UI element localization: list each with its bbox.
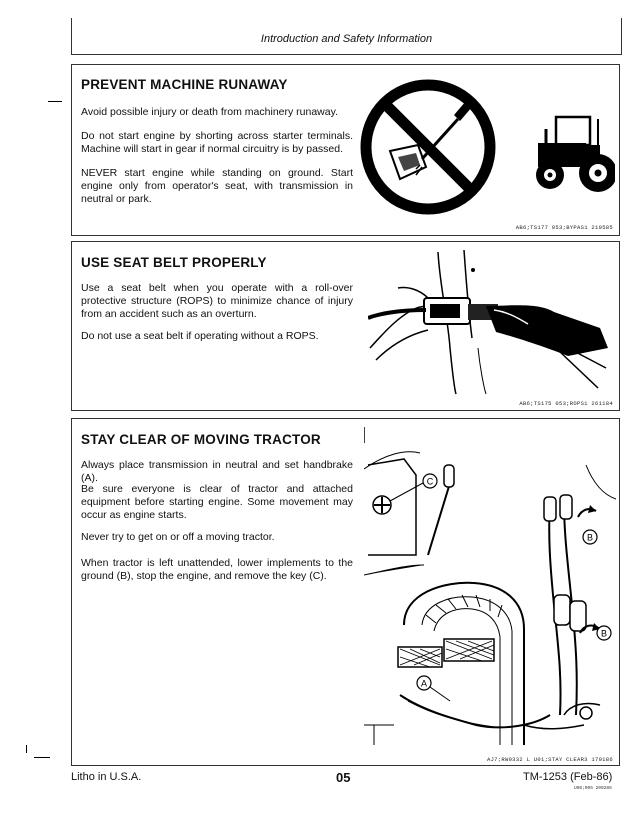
section-paragraph: When tractor is left unattended, lower implements to the ground (B), stop the engine, and remove the key (C). xyxy=(81,557,353,582)
figure-code: AB6;TS175 053;ROPS1 261184 xyxy=(519,400,613,407)
figure-code: AB6;TS177 053;BYPAS1 210585 xyxy=(515,224,613,231)
section-paragraph: Always place transmission in neutral and set handbrake (A). xyxy=(81,459,353,484)
section-seat-belt xyxy=(71,241,620,411)
brake-pedals xyxy=(398,639,494,667)
page-number: 05 xyxy=(336,770,351,785)
callout-b: B xyxy=(600,628,608,639)
callout-b: B xyxy=(586,532,594,543)
section-title: STAY CLEAR OF MOVING TRACTOR xyxy=(81,432,321,447)
section-title: PREVENT MACHINE RUNAWAY xyxy=(81,77,288,92)
section-paragraph: Do not use a seat belt if operating without a ROPS. xyxy=(81,330,319,342)
section-prevent-runaway xyxy=(71,64,620,236)
tractor-controls-illustration xyxy=(364,425,616,745)
footer-litho: Litho in U.S.A. xyxy=(71,771,142,783)
footer-document-id: TM-1253 (Feb-86) xyxy=(523,771,613,783)
section-stay-clear xyxy=(71,418,620,766)
page-header xyxy=(71,18,622,55)
section-title: USE SEAT BELT PROPERLY xyxy=(81,255,267,270)
section-paragraph: Do not start engine by shorting across starter terminals. Machine will start in gear if normal circuitry is by passed. xyxy=(81,130,353,155)
page-header-title: Introduction and Safety Information xyxy=(260,33,433,45)
margin-mark xyxy=(26,745,27,753)
section-paragraph: Be sure everyone is clear of tractor and attached equipment before starting engine. Some movement may occur as engine starts. xyxy=(81,483,353,521)
callout-a: A xyxy=(420,678,428,689)
tractor-icon xyxy=(536,117,615,192)
section-paragraph: NEVER start engine while standing on ground. Start engine only from operator's seat, with transmission in neutral or park. xyxy=(81,167,353,205)
footer-code: U08;005 200286 xyxy=(574,786,612,791)
no-bypass-start-illustration xyxy=(360,71,615,221)
figure-code: AJ7;RW9332 L U01;STAY CLEAR3 170186 xyxy=(486,756,613,763)
section-paragraph: Avoid possible injury or death from machinery runaway. xyxy=(81,106,338,118)
margin-mark xyxy=(34,757,50,758)
section-paragraph: Never try to get on or off a moving tractor. xyxy=(81,531,275,543)
section-paragraph: Use a seat belt when you operate with a roll-over protective structure (ROPS) to minimize chance of injury from an accident such as an overturn. xyxy=(81,282,353,320)
margin-mark xyxy=(48,101,62,102)
seat-belt-illustration xyxy=(368,248,608,396)
callout-c: C xyxy=(426,476,434,487)
